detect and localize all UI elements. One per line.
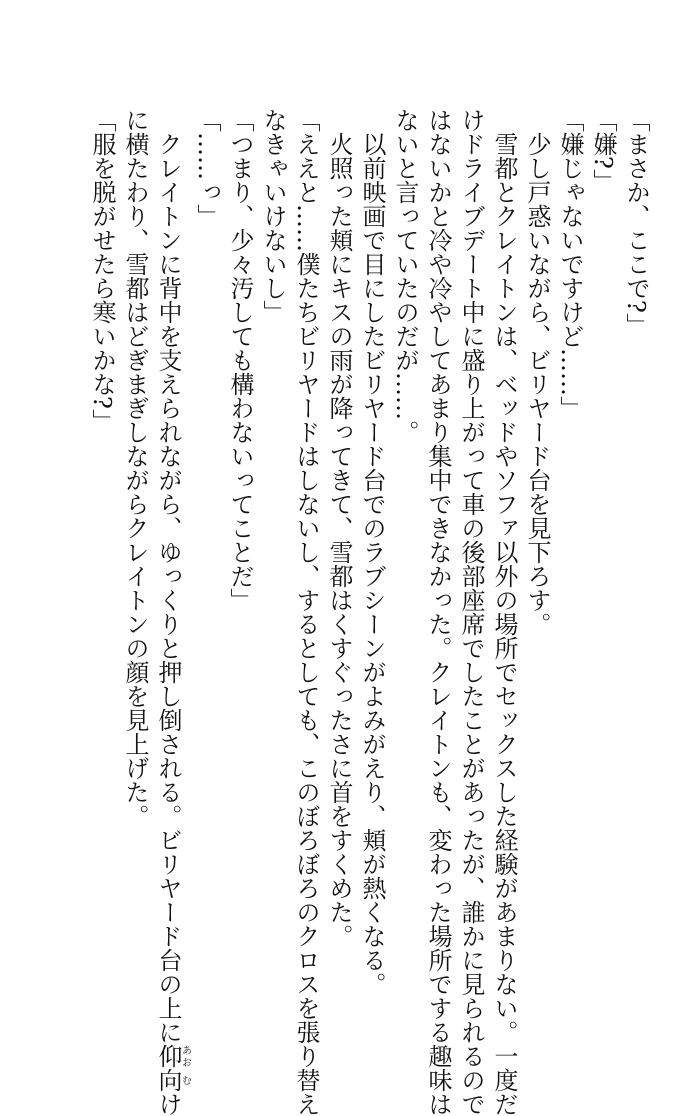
text-line-with-ruby [151, 108, 191, 1116]
text-line: 「つまり、少々汚しても構わないってことだ」 [226, 108, 254, 612]
vertical-text-block [85, 108, 652, 1116]
text-line: 「服を脱がせたら寒いかな?」 [88, 108, 116, 433]
text-line-part: クレイトンに背中を支えられながら、ゆっくりと押し倒される。ビリヤード台の上に [154, 132, 182, 1044]
ruby-word: 仰あお向む [154, 1044, 191, 1092]
text-line: はないかと冷や冷やしてあまり集中できなかった。クレイトンも、変わった場所でする趣味は [424, 108, 452, 1116]
text-line-tail: け [154, 1092, 182, 1116]
text-line: 火照った頬にキスの雨が降ってきて、雪都はくすぐったさに首をすくめた。 [325, 132, 353, 948]
text-line: けドライブデート中に盛り上がって車の後部座席でしたことがあったが、誰かに見られるので [457, 108, 485, 1116]
text-line: 「ええと……僕たちビリヤードはしないし、するとしても、このぼろぼろのクロスを張り替え [292, 108, 320, 1116]
text-line: なきゃいけないし」 [259, 108, 287, 324]
text-line: 「まさか、ここで?」 [622, 108, 650, 337]
text-line: 以前映画で目にしたビリヤード台でのラブシーンがよみがえり、頬が熱くなる。 [358, 132, 386, 996]
text-line: に横たわり、雪都はどぎまぎしながらクレイトンの顔を見上げた。 [121, 108, 149, 828]
text-line: 少し戸惑いながら、ビリヤード台を見下ろす。 [523, 132, 551, 636]
text-line: 雪都とクレイトンは、ベッドやソファ以外の場所でセックスした経験があまりない。一度だ [490, 132, 518, 1116]
text-line: 「……っ」 [193, 108, 221, 228]
text-line: 「嫌?」 [589, 108, 617, 193]
text-line: ないと言っていたのだが……。 [391, 108, 419, 444]
text-line: 「嫌じゃないですけど……」 [556, 108, 584, 420]
